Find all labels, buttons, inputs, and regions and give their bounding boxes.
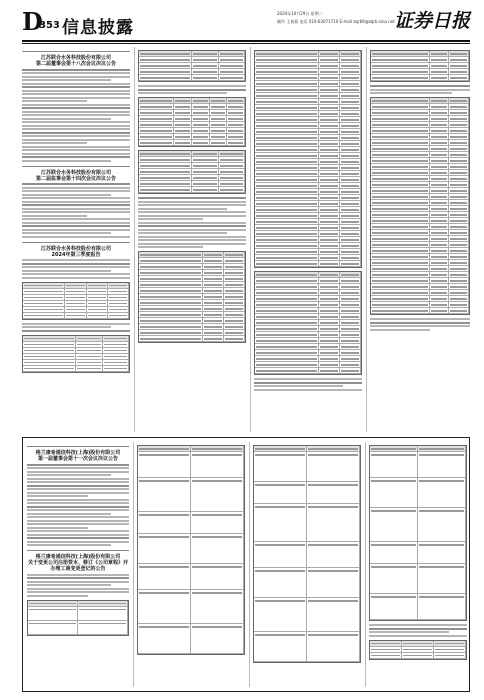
- table-cell: [23, 313, 65, 319]
- table-cell: [191, 590, 244, 624]
- text-line: [27, 502, 129, 504]
- text-line: [27, 464, 129, 466]
- text-line: [27, 530, 129, 532]
- text-line: [22, 93, 130, 95]
- table-cell: [449, 75, 469, 81]
- table-cell: [307, 632, 360, 662]
- table-cell: [418, 564, 466, 594]
- text-line: [370, 325, 470, 327]
- column-divider: [365, 442, 366, 687]
- table-cell: [138, 478, 191, 512]
- text-line: [27, 534, 129, 536]
- notice-meta: [22, 241, 130, 243]
- notice-body: [27, 574, 129, 597]
- cash-flow-table-continued: [254, 271, 362, 375]
- text-line: [27, 467, 129, 469]
- text-line: [27, 474, 111, 476]
- table-cell: [139, 336, 203, 342]
- text-line: [22, 118, 111, 120]
- table-cell: [191, 624, 244, 654]
- text-line: [27, 574, 129, 576]
- text-line: [138, 89, 246, 91]
- text-line: [27, 595, 88, 597]
- text-line: [27, 520, 129, 522]
- column-divider: [133, 442, 134, 687]
- table-cell: [139, 75, 192, 81]
- text-line: [27, 485, 129, 487]
- table-cell: [307, 452, 360, 482]
- notice-body: [370, 85, 470, 94]
- notice-meta: [27, 445, 129, 447]
- text-line: [27, 584, 111, 586]
- text-line: [22, 270, 111, 272]
- notice-body: [138, 85, 246, 94]
- text-line: [27, 488, 129, 490]
- text-line: [22, 326, 111, 328]
- notice-company: 江苏联合水务科技股份有限公司: [40, 245, 111, 252]
- text-line: [27, 537, 129, 539]
- table-cell: [255, 368, 319, 374]
- table-cell: [371, 75, 430, 81]
- lower-section: [22, 437, 470, 692]
- text-line: [138, 215, 246, 217]
- text-line: [138, 243, 246, 245]
- table-cell: [307, 568, 360, 598]
- notice-title: [22, 170, 130, 182]
- text-line: [370, 318, 470, 320]
- text-line: [22, 277, 130, 279]
- table-cell: [254, 482, 307, 504]
- notice-body: [22, 259, 130, 279]
- notice-body: [27, 464, 129, 547]
- table-cell: [192, 75, 219, 81]
- column-divider: [249, 442, 250, 687]
- notice-meta: [22, 165, 130, 167]
- text-line: [22, 114, 130, 116]
- table-cell: [434, 653, 466, 659]
- table-cell: [191, 512, 244, 534]
- text-line: [138, 211, 246, 213]
- notice-subject: 第二届监事会第十四次会议决议公告: [35, 175, 116, 182]
- table-cell: [370, 508, 418, 542]
- text-line: [138, 92, 227, 94]
- balance-sheet-table: [138, 50, 246, 82]
- table-cell: [418, 594, 466, 620]
- table-cell: [307, 504, 360, 542]
- text-line: [22, 79, 111, 81]
- notice-subject: 关于变更公司注册资本、修订《公司章程》并办理工商变更登记的公告: [27, 560, 128, 572]
- table-cell: [227, 140, 245, 146]
- text-line: [22, 229, 130, 231]
- table-cell: [370, 594, 418, 620]
- text-line: [22, 107, 130, 109]
- text-line: [22, 194, 111, 196]
- shareholder-table: [22, 335, 130, 373]
- text-line: [22, 190, 130, 192]
- text-line: [22, 183, 130, 185]
- text-line: [27, 523, 129, 525]
- table-cell: [108, 313, 129, 319]
- table-cell: [254, 568, 307, 598]
- notice-subject: 第二届董事会第十八次会议决议公告: [35, 61, 116, 67]
- lower-column-2: [137, 442, 245, 687]
- text-line: [22, 100, 87, 102]
- table-cell: [418, 542, 466, 564]
- table-cell: [254, 542, 307, 568]
- table-cell: [174, 140, 192, 146]
- notice-company: 江苏联合水务科技股份有限公司: [40, 55, 111, 61]
- table-cell: [23, 366, 76, 372]
- table-cell: [418, 452, 466, 478]
- table-cell: [192, 187, 219, 193]
- table-cell: [78, 621, 128, 635]
- table-cell: [255, 261, 319, 267]
- text-line: [369, 635, 467, 637]
- table-cell: [430, 308, 450, 314]
- text-line: [27, 471, 129, 473]
- column-divider: [250, 47, 251, 432]
- notice-subject: 2024年第三季度报告: [51, 251, 101, 258]
- table-cell: [402, 653, 434, 659]
- table-cell: [191, 564, 244, 590]
- table-cell: [370, 542, 418, 564]
- text-line: [27, 509, 129, 511]
- text-line: [22, 263, 130, 265]
- text-line: [138, 201, 246, 203]
- notice-body: [22, 183, 130, 238]
- table-cell: [219, 187, 246, 193]
- text-line: [138, 85, 246, 87]
- table-cell: [103, 366, 130, 372]
- text-line: [27, 541, 129, 543]
- text-line: [27, 492, 129, 494]
- text-line: [27, 478, 129, 480]
- table-cell: [340, 261, 361, 267]
- text-line: [22, 132, 130, 134]
- text-line: [138, 218, 203, 220]
- page-number: 353: [39, 20, 60, 31]
- text-line: [22, 90, 130, 92]
- column-2: [138, 47, 246, 432]
- table-cell: [192, 140, 210, 146]
- parent-income-table: [370, 97, 470, 315]
- lower-column-1: [27, 442, 129, 687]
- text-line: [22, 142, 87, 144]
- parent-balance-table: [370, 50, 470, 82]
- table-cell: [191, 452, 244, 478]
- text-line: [22, 153, 130, 155]
- notice-meta: [22, 50, 130, 52]
- table-cell: [65, 313, 86, 319]
- summary-table: [369, 640, 467, 660]
- table-cell: [254, 504, 307, 542]
- table-cell: [307, 482, 360, 504]
- editor-contact: 制作 王春燕 电话 010-63071710 E-mail zqrb9@zqrb.sina.net: [277, 19, 395, 24]
- articles-comparison-table: [137, 445, 245, 655]
- text-line: [22, 208, 130, 210]
- text-line: [27, 516, 129, 518]
- text-line: [27, 577, 129, 579]
- text-line: [22, 149, 130, 151]
- text-line: [27, 495, 88, 497]
- articles-comparison-table: [27, 600, 129, 636]
- text-line: [22, 156, 130, 158]
- top-holders-table: [138, 150, 246, 194]
- text-line: [22, 146, 130, 148]
- notice-body: [254, 378, 362, 391]
- column-4: [370, 47, 470, 432]
- table-cell: [418, 508, 466, 542]
- header-rule: [22, 40, 470, 42]
- section-title: 信息披露: [62, 18, 134, 38]
- table-cell: [203, 336, 224, 342]
- text-line: [22, 266, 130, 268]
- notice-company: 江苏联合水务科技股份有限公司: [40, 169, 111, 176]
- table-cell: [28, 621, 78, 635]
- table-cell: [210, 140, 228, 146]
- notice-title: [22, 246, 130, 258]
- text-line: [22, 76, 130, 78]
- text-line: [138, 229, 246, 231]
- notice-title: [27, 450, 129, 462]
- table-cell: [138, 512, 191, 534]
- table-cell: [191, 534, 244, 564]
- text-line: [22, 121, 130, 123]
- upper-section: [22, 47, 470, 432]
- table-cell: [28, 607, 78, 621]
- text-line: [138, 225, 246, 227]
- text-line: [138, 232, 227, 234]
- text-line: [22, 197, 130, 199]
- text-line: [22, 69, 130, 71]
- text-line: [370, 92, 452, 94]
- table-cell: [138, 624, 191, 654]
- page-letter: D: [22, 7, 43, 36]
- table-cell: [78, 607, 128, 621]
- text-line: [27, 591, 129, 593]
- table-cell: [254, 632, 307, 662]
- table-cell: [370, 564, 418, 594]
- text-line: [27, 581, 129, 583]
- text-line: [138, 239, 246, 241]
- table-cell: [370, 478, 418, 508]
- income-statement-table: [138, 251, 246, 343]
- column-divider: [366, 47, 367, 432]
- text-line: [27, 527, 88, 529]
- newspaper-logo: 证券日报: [393, 10, 470, 32]
- issue-date: 2024年10月29日 星期二: [277, 11, 323, 16]
- table-cell: [371, 308, 430, 314]
- lower-column-3: [253, 442, 361, 687]
- table-cell: [340, 368, 361, 374]
- articles-comparison-table: [369, 445, 467, 621]
- text-line: [138, 204, 246, 206]
- text-line: [369, 628, 467, 630]
- column-divider: [134, 47, 135, 432]
- notice-title: [27, 554, 129, 572]
- notice-body: [22, 323, 130, 332]
- text-line: [22, 97, 130, 99]
- table-cell: [370, 452, 418, 478]
- notice-body: [369, 624, 467, 637]
- table-cell: [430, 75, 450, 81]
- text-line: [138, 197, 246, 199]
- text-line: [22, 139, 130, 141]
- text-line: [27, 513, 111, 515]
- text-line: [22, 86, 130, 88]
- notice-body: [22, 69, 130, 162]
- table-cell: [449, 308, 469, 314]
- header-rule-thin: [22, 43, 470, 44]
- text-line: [138, 222, 246, 224]
- text-line: [27, 544, 111, 546]
- notice-company: 格兰康希通信科技(上海)股份有限公司: [35, 554, 121, 560]
- table-cell: [319, 261, 340, 267]
- table-cell: [307, 542, 360, 568]
- text-line: [22, 259, 130, 261]
- text-line: [22, 323, 130, 325]
- text-line: [370, 329, 430, 331]
- text-line: [22, 83, 130, 85]
- table-cell: [138, 452, 191, 478]
- text-line: [370, 89, 470, 91]
- text-line: [138, 208, 227, 210]
- text-line: [22, 232, 111, 234]
- text-line: [22, 330, 130, 332]
- notice-company: 格兰康希通信科技(上海)股份有限公司: [35, 450, 121, 456]
- text-line: [369, 624, 467, 626]
- text-line: [22, 222, 130, 224]
- text-line: [370, 85, 470, 87]
- text-line: [22, 201, 130, 203]
- text-line: [369, 631, 449, 633]
- text-line: [22, 225, 130, 227]
- table-cell: [254, 598, 307, 632]
- table-cell: [319, 368, 340, 374]
- table-cell: [138, 564, 191, 590]
- text-line: [22, 273, 130, 275]
- table-cell: [307, 598, 360, 632]
- notice-body: [138, 197, 246, 248]
- text-line: [22, 111, 130, 113]
- notice-body: [370, 318, 470, 331]
- table-cell: [138, 534, 191, 564]
- masthead: [22, 8, 470, 38]
- text-line: [22, 125, 130, 127]
- text-line: [22, 236, 130, 238]
- table-cell: [76, 366, 103, 372]
- column-3: [254, 47, 362, 432]
- table-cell: [139, 140, 174, 146]
- text-line: [22, 128, 130, 130]
- table-cell: [254, 452, 307, 482]
- text-line: [22, 187, 130, 189]
- text-line: [22, 160, 111, 162]
- text-line: [22, 135, 130, 137]
- holdings-table: [138, 97, 246, 147]
- text-line: [27, 481, 129, 483]
- table-cell: [370, 653, 402, 659]
- table-cell: [418, 478, 466, 508]
- text-line: [138, 246, 203, 248]
- notice-meta: [27, 549, 129, 551]
- table-cell: [191, 478, 244, 512]
- text-line: [254, 389, 362, 391]
- cash-flow-table: [254, 50, 362, 268]
- text-line: [22, 215, 87, 217]
- text-line: [22, 218, 130, 220]
- text-line: [370, 322, 470, 324]
- financial-table: [22, 282, 130, 320]
- text-line: [254, 378, 362, 380]
- text-line: [254, 382, 362, 384]
- text-line: [27, 588, 129, 590]
- articles-comparison-table: [253, 445, 361, 663]
- notice-subject: 第一届董事会第十一次会议决议公告: [37, 456, 118, 462]
- table-cell: [219, 75, 246, 81]
- text-line: [22, 104, 130, 106]
- text-line: [27, 499, 129, 501]
- text-line: [254, 385, 343, 387]
- notice-title: [22, 55, 130, 67]
- text-line: [27, 506, 129, 508]
- table-cell: [224, 336, 245, 342]
- lower-column-4: [369, 442, 467, 687]
- text-line: [22, 204, 130, 206]
- column-1: [22, 47, 130, 432]
- text-line: [22, 72, 130, 74]
- text-line: [22, 211, 130, 213]
- text-line: [138, 236, 246, 238]
- table-cell: [138, 590, 191, 624]
- table-cell: [87, 313, 108, 319]
- table-cell: [139, 187, 192, 193]
